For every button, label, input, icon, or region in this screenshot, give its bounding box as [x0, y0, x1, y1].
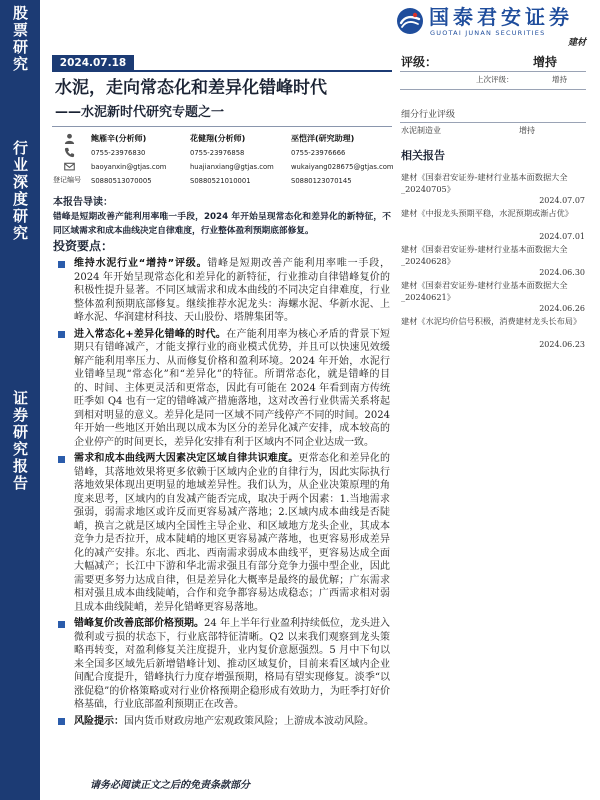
related-report-date: 2024.06.26 — [539, 304, 585, 313]
key-point-lead: 需求和成本曲线两大因素决定区域自律共识难度。 — [74, 453, 299, 464]
author-phone: 0755-23976858 — [190, 149, 245, 157]
author-email: huajianxiang@gtjas.com — [190, 163, 274, 171]
related-report-title: 建材《水泥均价信号积极，消费建材龙头长布局》 — [401, 316, 582, 326]
bullet-square-icon — [58, 621, 65, 628]
author-phone: 0755-23976666 — [291, 149, 346, 157]
rating-value: 增持 — [533, 55, 558, 69]
related-report-item — [401, 171, 585, 207]
risk-warning-label: 风险提示： — [74, 715, 124, 727]
related-report-title: 建材《国泰君安证券-建材行业基本面数据大全_20240621》 — [401, 280, 568, 302]
related-report-title: 建材《国泰君安证券-建材行业基本面数据大全_20240628》 — [401, 244, 568, 266]
sub-industry-heading: 细分行业评级 — [401, 110, 456, 120]
phone-icon — [64, 147, 75, 158]
rating-divider — [400, 71, 586, 72]
key-points-heading: 投资要点： — [53, 239, 114, 253]
key-point-lead: 错峰复价改善底部价格预期。 — [74, 618, 205, 629]
report-subtitle: ——水泥新时代研究专题之一 — [55, 105, 225, 120]
report-title: 水泥，走向常态化和差异化错峰时代 — [55, 78, 327, 98]
key-point-body: 错峰是短期改善产能利用率唯一手段，2024 年开始呈现常态化和差异化的新特征，行业推动自律错峰复价的积极性提升显著。不同区域需求和成本曲线的不同决定自律难度，行业整体盈利预期底部修复。继续推荐水泥龙头：海螺水泥、华新水泥、上峰水泥、华润建材科技、天山股份、塔牌集团等。 — [74, 258, 390, 323]
previous-rating-label: 上次评级： — [476, 75, 514, 84]
email-icon — [64, 161, 75, 172]
sub-industry-name: 水泥制造业 — [401, 126, 441, 135]
author-name: 巫恺洋(研究助理) — [291, 134, 355, 143]
author-card — [91, 132, 189, 188]
brand-name: 国泰君安证券 — [429, 5, 573, 29]
key-point — [54, 617, 390, 712]
sidebar-label-industry-research: 行业深度研究 — [11, 140, 29, 242]
related-report-item — [401, 279, 585, 315]
key-point — [54, 452, 390, 614]
key-point — [54, 257, 390, 325]
rating-bottom-divider — [400, 89, 586, 90]
author-phone: 0755-23976830 — [91, 149, 146, 157]
sector-tag: 建材 — [567, 38, 586, 48]
key-point-body: 24 年上半年行业盈利持续低位，龙头进入微利或亏损的状态下，行业底部特征清晰。Q2 以来我们观察到龙头策略再转变，对盈利修复关注度提升，业内复价意愿强烈。5 月中下旬以来全国多区域先后新增错峰计划、推动区域复价，目前来看区域内企业间配合度提升，错峰执行力度存增强预期，格局有望实现修复。淡季“以涨促稳”的价格策略或对行业价格预期企稳形成有效助力，为旺季打好价格基础，行业底部盈利预期正在改善。 — [74, 618, 391, 710]
key-points-list — [54, 257, 390, 731]
author-registration: S0880513070005 — [91, 177, 152, 185]
author-registration: S0880521010001 — [190, 177, 251, 185]
sub-industry-row — [401, 125, 587, 137]
related-reports-heading: 相关报告 — [401, 149, 445, 162]
company-logo — [396, 5, 588, 39]
related-report-item — [401, 207, 585, 243]
author-email: wukaiyang028675@gtjas.com — [291, 163, 394, 171]
date-divider — [52, 70, 392, 72]
author-registration: S0880123070145 — [291, 177, 352, 185]
related-report-date: 2024.06.30 — [539, 268, 585, 277]
gtja-logo-icon — [396, 7, 424, 35]
key-point-body: 在产能利用率为核心矛盾的背景下短期只有错峰减产，才能支撑行业的商业模式优势，并且可以快速见效缓解产能利用率压力、从而修复价格和盈利环境。2024 年开始，水泥行业错峰呈现“常态化”和“差异化”的特征。所谓常态化，就是错峰的目的、时间、主体更灵活和更常态，因此有可能在 2024 年看到南方传统旺季如 Q4 也有一定的错峰减产措施落地，这对改善行业供需关系将起到相对明显的意义。差异化是同一区域不同产线停产不同的时间。2024 年开始一些地区开始出现以成本为区分的差异化减产安排，成本较高的企业停产的时间更长，差异化安排有利于区域内不同企业达成一致。 — [74, 328, 390, 448]
related-report-title: 建材《国泰君安证券-建材行业基本面数据大全_20240705》 — [401, 172, 568, 194]
title-divider — [52, 126, 392, 127]
report-guide-heading: 本报告导读： — [53, 197, 113, 208]
previous-rating-value: 增持 — [552, 75, 567, 84]
sidebar-label-securities-report: 证券研究报告 — [11, 390, 29, 492]
report-date: 2024.07.18 — [52, 55, 134, 71]
key-point-body: 更常态化和差异化的错峰，其落地效果将更多依赖于区域内企业的自律行为，因此实际执行落地效果体现出更明显的地域差异性。我们认为，从企业决策原理的角度来思考，区域内的自发减产能否完成，取决于两个因素：1.当地需求强弱，弱需求地区或许反而更容易减产落地；2.区域内成本曲线是否陡峭，换言之就是区域内全国性主导企业、和区域地方龙头企业，其成本竞争力是否拉开，成本陡峭的地区更容易减产落地，也更容易形成差异化的减产安排。东北、西北、西南需求弱成本曲线平，更容易达成全面大幅减产；长江中下游和华北需求强且有部分竞争力强中型企业，因此需要更多努力达成自律，但是差异化大概率是最终的最优解；广东需求相对强且成本曲线陡峭，合作和竞争都容易达成稳态；广西需求相对弱且成本曲线陡峭，差异化错峰更容易落地。 — [74, 453, 391, 613]
person-icon — [64, 133, 75, 144]
brand-english-name: GUOTAI JUNAN SECURITIES — [430, 29, 546, 37]
sidebar — [0, 0, 40, 800]
related-report-date: 2024.06.23 — [539, 340, 585, 349]
related-report-date: 2024.07.01 — [539, 232, 585, 241]
author-name: 花健翔(分析师) — [190, 134, 246, 143]
related-report-date: 2024.07.07 — [539, 196, 585, 205]
author-email: baoyanxin@gtjas.com — [91, 163, 167, 171]
sidebar-label-stock-research: 股票研究 — [11, 5, 29, 73]
related-reports-list — [401, 171, 585, 351]
rating-block — [401, 54, 587, 70]
related-report-item — [401, 315, 585, 351]
related-report-title: 建材《中报龙头预期平稳，水泥预期或渐占优》 — [401, 208, 573, 218]
key-point — [54, 328, 390, 450]
disclaimer-footer: 请务必阅读正文之后的免责条款部分 — [90, 780, 250, 791]
key-point-lead: 维持水泥行业“增持”评级。 — [74, 258, 208, 269]
key-point-lead: 进入常态化+差异化错峰的时代。 — [74, 328, 227, 340]
author-card — [190, 132, 288, 188]
report-guide-text: 错峰是短期改善产能利用率唯一手段，2024 年开始呈现常态化和差异化的新特征，不同区域需求和成本曲线决定自律难度，行业整体盈利预期底部修复。 — [53, 212, 391, 236]
bullet-square-icon — [58, 331, 65, 338]
registration-label: 登记编号 — [53, 176, 81, 184]
author-name: 鲍雁辛(分析师) — [91, 134, 147, 143]
sub-industry-divider — [400, 122, 586, 123]
previous-rating — [401, 74, 587, 86]
rating-label: 评级： — [401, 55, 438, 69]
bullet-square-icon — [58, 456, 65, 463]
risk-warning-text: 国内货币财政房地产宏观政策风险；上游成本波动风险。 — [124, 715, 374, 727]
key-point-risk — [54, 715, 390, 729]
bullet-square-icon — [58, 718, 65, 725]
sub-industry-rating: 增持 — [519, 126, 535, 135]
author-card — [291, 132, 394, 188]
bullet-square-icon — [58, 261, 65, 268]
related-report-item — [401, 243, 585, 279]
